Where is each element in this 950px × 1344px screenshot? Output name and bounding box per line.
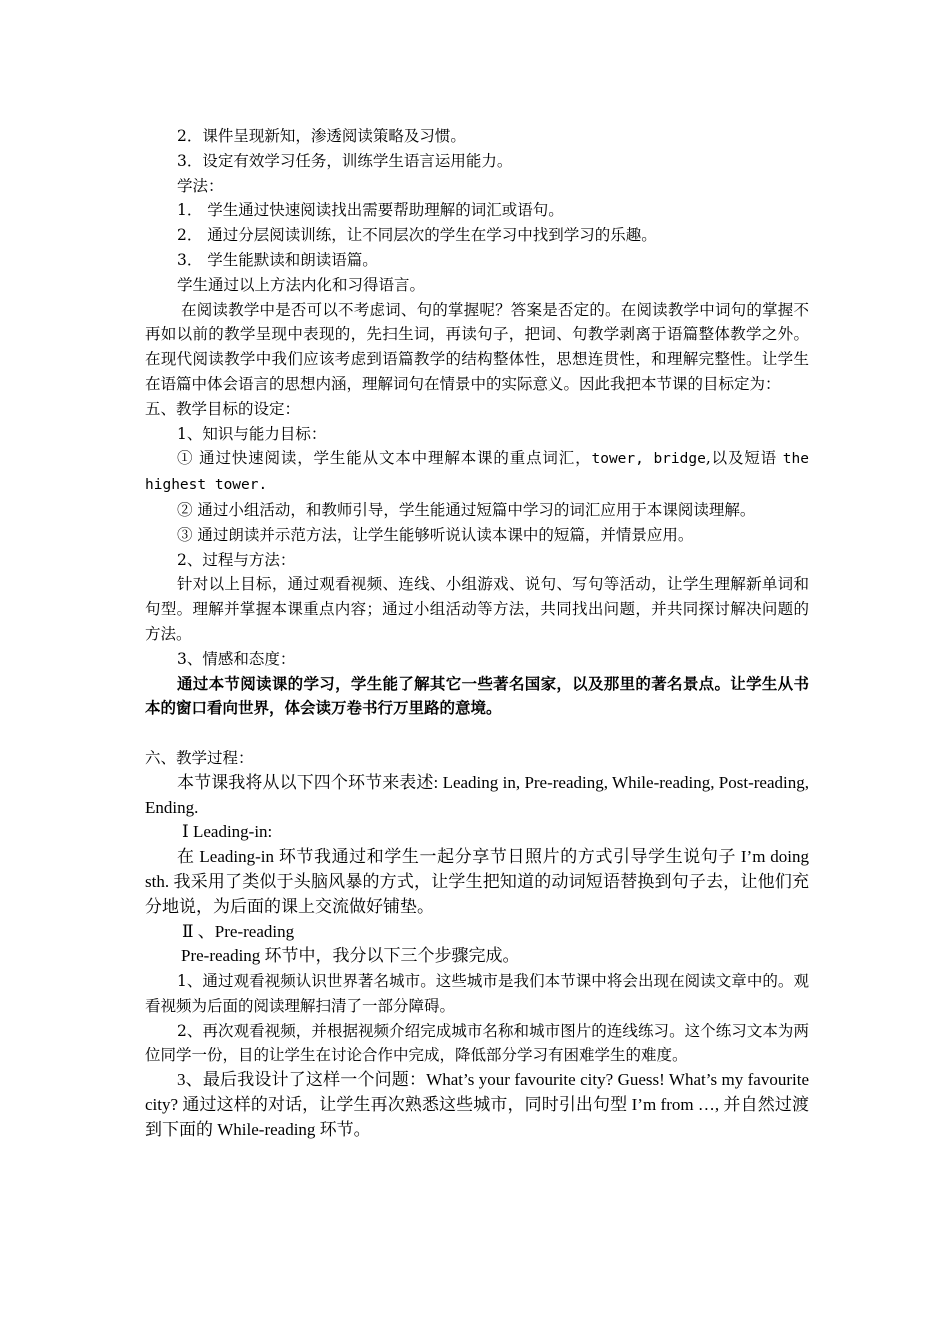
paragraph-leading-in: 在 Leading-in 环节我通过和学生一起分享节日照片的方式引导学生说句子 I’m doing sth. 我采用了类似于头脑风暴的方式，让学生把知道的动词短语替换到句子去，让他们充分地说，为后面的课上交流做好铺垫。 [145,847,809,916]
pre-reading-step-1: 1、通过观看视频认识世界著名城市。这些城市是我们本节课中将会出现在阅读文章中的。观看视频为后面的阅读理解扫清了一部分障碍。 [145,972,809,1015]
goal-process-heading: 2、过程与方法： [177,550,296,569]
goal-item-1-text: ① 通过快速阅读，学生能从文本中理解本课的重点词汇， [177,449,592,468]
goal-item-1-words: tower, bridge [591,451,706,468]
goal-item-1-phrase: the highest tower. [145,451,809,494]
step-2-heading: Ⅱ 、Pre-reading [182,921,295,941]
paragraph-process-method: 针对以上目标，通过观看视频、连线、小组游戏、说句、写句等活动，让学生理解新单词和句型。理解并掌握本课重点内容；通过小组活动等方法，共同找出问题，并共同探讨解决问题的方法。 [145,575,809,643]
paragraph-process-overview: 本节课我将从以下四个环节来表述: Leading in, Pre-reading, While-reading, Post-reading, Ending. [145,772,809,817]
section-6-heading: 六、教学过程： [145,748,254,767]
study-method-summary: 学生通过以上方法内化和习得语言。 [177,275,426,294]
pre-reading-step-3: 3、最后我设计了这样一个问题：What’s your favourite city? Guess! What’s my favourite city? 通过这样的对话，让学生再次熟悉这些城市，同时引出句型 I’m from …, 并自然过渡到下面的 While-reading 环节。 [145,1070,809,1139]
goal-knowledge-heading: 1、知识与能力目标： [177,424,327,443]
study-method-item-2: 2． 通过分层阅读训练，让不同层次的学生在学习中找到学习的乐趣。 [177,226,657,245]
goal-item-1-phrase-label: ,以及短语 [705,449,777,468]
study-method-item-3: 3． 学生能默读和朗读语篇。 [177,250,378,269]
step-1-heading: Ⅰ Leading-in: [182,822,273,842]
goal-attitude-heading: 3、情感和态度： [177,649,296,668]
goal-item-2: ② 通过小组活动，和教师引导，学生能通过短篇中学习的词汇应用于本课阅读理解。 [177,500,756,519]
goal-item-3: ③ 通过朗读并示范方法，让学生能够听说认读本课中的短篇，并情景应用。 [177,525,694,544]
method-item-2: 2．课件呈现新知，渗透阅读策略及习惯。 [177,127,466,145]
pre-reading-step-2: 2、再次观看视频，并根据视频介绍完成城市名称和城市图片的连线练习。这个练习文本为两位同学一份，目的让学生在讨论合作中完成，降低部分学习有困难学生的难度。 [145,1021,809,1065]
blank-line [145,721,809,746]
document-body [145,124,809,1143]
paragraph-attitude-goal: 通过本节阅读课的学习，学生能了解其它一些著名国家，以及那里的著名景点。让学生从书本的窗口看向世界，体会读万卷书行万里路的意境。 [145,674,809,718]
method-item-3: 3．设定有效学习任务，训练学生语言运用能力。 [177,151,513,170]
paragraph-pre-reading-intro: Pre-reading 环节中，我分以下三个步骤完成。 [181,946,520,966]
study-method-heading: 学法： [177,176,224,195]
goal-item-1 [145,446,809,498]
paragraph-reading-teaching: 在阅读教学中是否可以不考虑词、句的掌握呢？答案是否定的。在阅读教学中词句的掌握不再如以前的教学呈现中表现的，先扫生词，再读句子，把词、句教学剥离于语篇整体教学之外。在现代阅读教学中我们应该考虑到语篇教学的结构整体性，思想连贯性，和理解完整性。让学生在语篇中体会语言的思想内涵，理解词句在情景中的实际意义。因此我把本节课的目标定为： [145,300,809,393]
section-5-heading: 五、教学目标的设定： [145,399,301,418]
study-method-item-1: 1． 学生通过快速阅读找出需要帮助理解的词汇或语句。 [177,201,564,220]
